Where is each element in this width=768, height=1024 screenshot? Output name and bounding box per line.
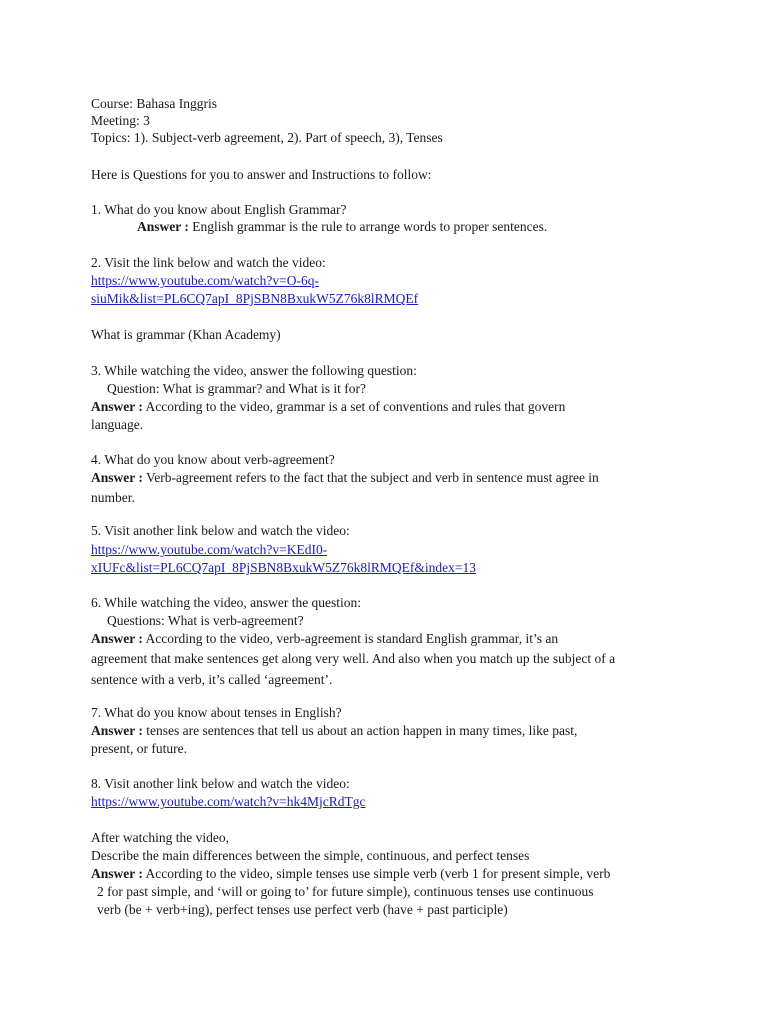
describe-prompt: Describe the main differences between the simple, continuous, and perfect tenses [91,848,530,863]
link-2-line2[interactable] [91,290,418,308]
after-watching: After watching the video, [91,830,229,845]
question-1: 1. What do you know about English Grammar? [91,202,347,217]
link-2-line1[interactable] [91,272,319,290]
answer-label: Answer : [91,866,143,881]
question-3: Question: What is grammar? and What is it for? [107,381,366,396]
instruction-5: 5. Visit another link below and watch the video: [91,523,350,538]
answer-4-cont: number. [91,490,135,505]
answer-4-text: Verb-agreement refers to the fact that the subject and verb in sentence must agree in [142,470,599,485]
question-4: 4. What do you know about verb-agreement? [91,452,335,467]
question-6: Questions: What is verb-agreement? [107,613,304,628]
answer-1 [137,218,547,236]
video-title: What is grammar (Khan Academy) [91,327,281,342]
video-link-3[interactable]: https://www.youtube.com/watch?v=hk4MjcRdTgc [91,794,366,809]
video-link-2[interactable]: https://www.youtube.com/watch?v=KEdI0- [91,542,328,557]
answer-8-cont1: 2 for past simple, and ‘will or going to’ for future simple), continuous tenses use continuous [97,884,594,899]
answer-4 [91,469,599,487]
answer-label: Answer : [91,631,143,646]
answer-label: Answer : [91,399,143,414]
answer-7-cont: present, or future. [91,741,187,756]
answer-8-text: According to the video, simple tenses use simple verb (verb 1 for present simple, verb [142,866,611,881]
answer-6-text: According to the video, verb-agreement is standard English grammar, it’s an [142,631,559,646]
answer-7 [91,722,577,740]
meeting-line: Meeting: 3 [91,113,150,128]
video-link-1-cont[interactable]: siuMik&list=PL6CQ7apI_8PjSBN8BxukW5Z76k8lRMQEf [91,291,419,306]
topics-line: Topics: 1). Subject-verb agreement, 2). Part of speech, 3), Tenses [91,130,443,145]
instruction-6: 6. While watching the video, answer the question: [91,595,362,610]
answer-3-cont: language. [91,417,144,432]
answer-7-text: tenses are sentences that tell us about an action happen in many times, like past, [142,723,578,738]
answer-3 [91,398,565,416]
answer-label: Answer : [91,723,143,738]
video-link-2-cont[interactable]: xIUFc&list=PL6CQ7apI_8PjSBN8BxukW5Z76k8lRMQEf&index=13 [91,560,476,575]
answer-3-text: According to the video, grammar is a set of conventions and rules that govern [142,399,566,414]
instruction-2: 2. Visit the link below and watch the video: [91,255,326,270]
link-5-line2[interactable] [91,559,476,577]
link-8[interactable] [91,793,365,811]
answer-8 [91,865,610,883]
answer-6 [91,630,558,648]
answer-6-cont2: sentence with a verb, it’s called ‘agreement’. [91,672,333,687]
answer-8-cont2: verb (be + verb+ing), perfect tenses use perfect verb (have + past participle) [97,902,508,917]
video-link-1[interactable]: https://www.youtube.com/watch?v=O-6q- [91,273,319,288]
instruction-3: 3. While watching the video, answer the following question: [91,363,417,378]
instruction-8: 8. Visit another link below and watch the video: [91,776,350,791]
course-line: Course: Bahasa Inggris [91,96,217,111]
answer-1-text: English grammar is the rule to arrange words to proper sentences. [188,219,548,234]
intro-text: Here is Questions for you to answer and Instructions to follow: [91,167,432,182]
question-7: 7. What do you know about tenses in English? [91,705,342,720]
answer-label: Answer : [91,470,143,485]
link-5-line1[interactable] [91,541,327,559]
answer-6-cont1: agreement that make sentences get along very well. And also when you match up the subject of a [91,651,616,666]
answer-label: Answer : [137,219,189,234]
